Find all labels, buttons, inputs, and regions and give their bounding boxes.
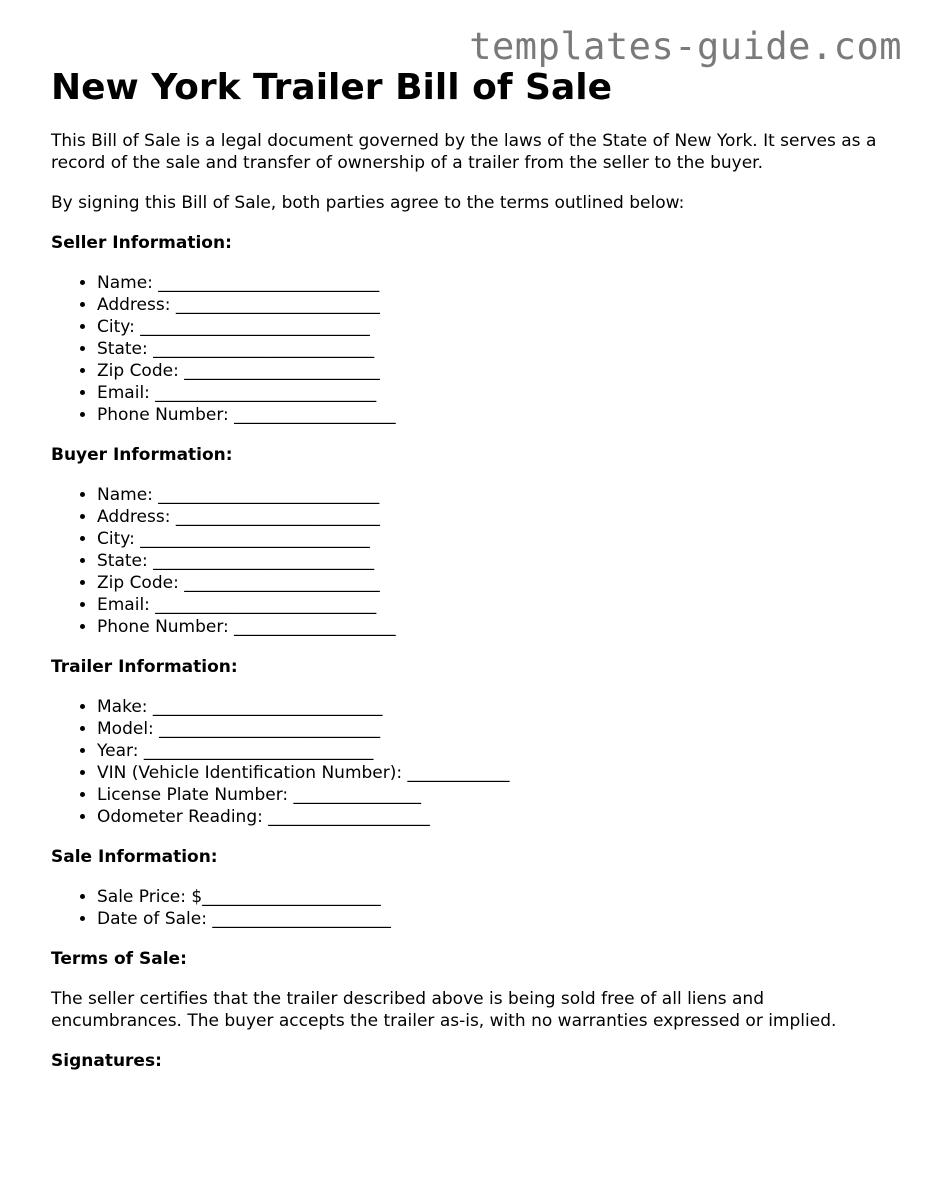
trailer-field-list xyxy=(51,696,891,828)
buyer-city-field: • City: ___________________________ xyxy=(97,528,891,550)
buyer-name-field: • Name: __________________________ xyxy=(97,484,891,506)
seller-heading: Seller Information: xyxy=(51,233,232,253)
seller-city-field: • City: ___________________________ xyxy=(97,316,891,338)
seller-field-list xyxy=(51,272,891,426)
seller-email-field: • Email: __________________________ xyxy=(97,382,891,404)
trailer-model-field: • Model: __________________________ xyxy=(97,718,891,740)
buyer-state-field: • State: __________________________ xyxy=(97,550,891,572)
buyer-heading: Buyer Information: xyxy=(51,445,233,465)
trailer-odometer-field: • Odometer Reading: ___________________ xyxy=(97,806,891,828)
trailer-vin-field: • VIN (Vehicle Identification Number): ____________ xyxy=(97,762,891,784)
seller-zip-field: • Zip Code: _______________________ xyxy=(97,360,891,382)
trailer-heading: Trailer Information: xyxy=(51,657,238,677)
seller-address-field: • Address: ________________________ xyxy=(97,294,891,316)
buyer-zip-field: • Zip Code: _______________________ xyxy=(97,572,891,594)
watermark: templates-guide.com xyxy=(469,25,902,68)
agreement-paragraph: By signing this Bill of Sale, both parties agree to the terms outlined below: xyxy=(51,193,685,213)
terms-paragraph: The seller certifies that the trailer described above is being sold free of all liens and encumbrances. The buyer accepts the trailer as-is, with no warranties expressed or implied. xyxy=(51,989,837,1031)
buyer-phone-field: • Phone Number: ___________________ xyxy=(97,616,891,638)
terms-heading: Terms of Sale: xyxy=(51,949,187,969)
sale-date-field: • Date of Sale: _____________________ xyxy=(97,908,891,930)
sale-field-list xyxy=(51,886,891,930)
intro-paragraph: This Bill of Sale is a legal document governed by the laws of the State of New York. It serves as a record of the sale and transfer of ownership of a trailer from the seller to the buyer. xyxy=(51,131,877,173)
document-page xyxy=(51,66,891,1090)
trailer-license-plate-field: • License Plate Number: _______________ xyxy=(97,784,891,806)
trailer-year-field: • Year: ___________________________ xyxy=(97,740,891,762)
signatures-heading: Signatures: xyxy=(51,1051,162,1071)
seller-phone-field: • Phone Number: ___________________ xyxy=(97,404,891,426)
buyer-address-field: • Address: ________________________ xyxy=(97,506,891,528)
sale-price-field: • Sale Price: $_____________________ xyxy=(97,886,891,908)
buyer-email-field: • Email: __________________________ xyxy=(97,594,891,616)
seller-name-field: • Name: __________________________ xyxy=(97,272,891,294)
page-title: New York Trailer Bill of Sale xyxy=(51,67,612,108)
buyer-field-list xyxy=(51,484,891,638)
seller-state-field: • State: __________________________ xyxy=(97,338,891,360)
trailer-make-field: • Make: ___________________________ xyxy=(97,696,891,718)
sale-heading: Sale Information: xyxy=(51,847,218,867)
